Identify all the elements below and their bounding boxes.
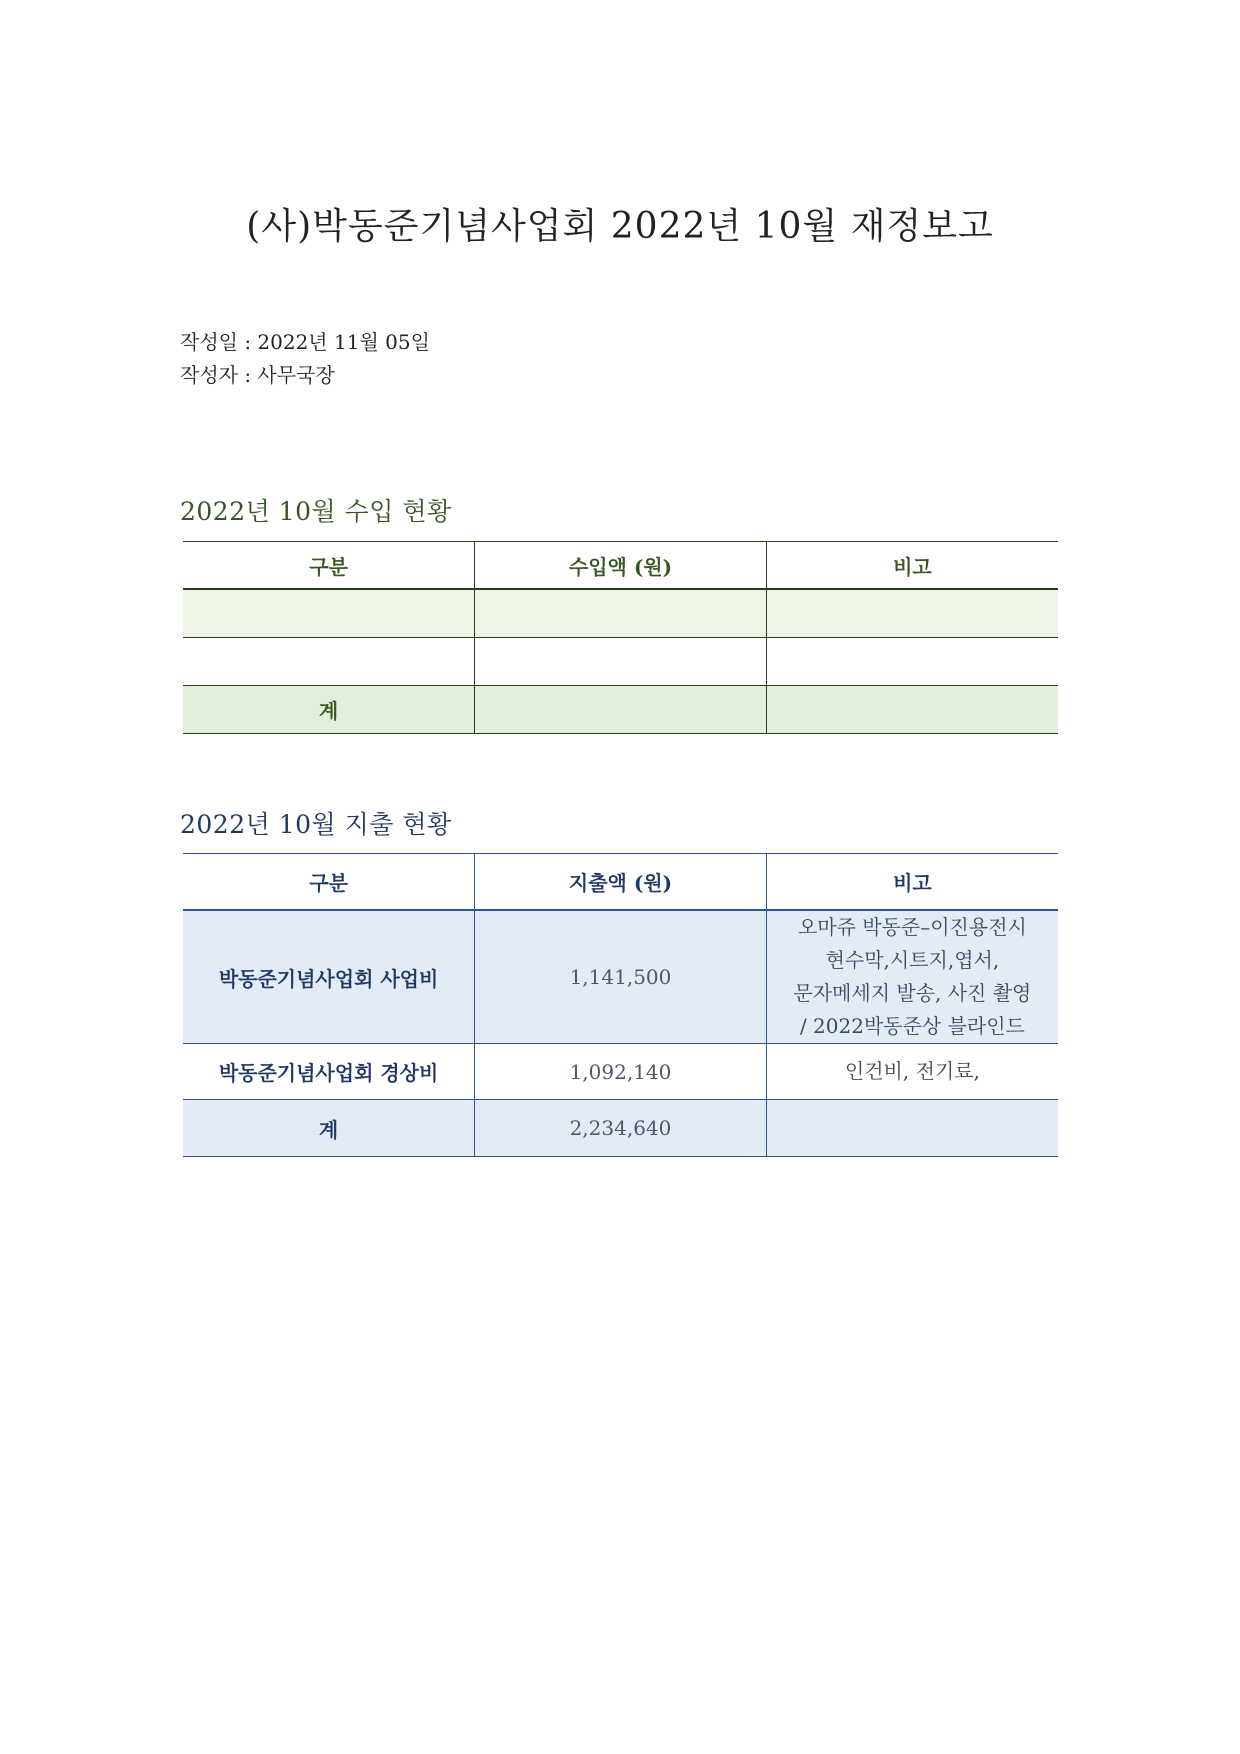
expense-heading: 2022년 10월 지출 현황 — [180, 810, 452, 839]
income-col-category: 구분 — [183, 542, 475, 590]
expense-note-line: / 2022박동준상 블라인드 — [799, 1014, 1025, 1038]
income-col-note: 비고 — [766, 542, 1058, 590]
income-note-cell — [766, 638, 1058, 686]
income-header-row — [183, 542, 1058, 590]
expense-col-amount: 지출액 (원) — [475, 854, 767, 911]
income-total-row — [183, 686, 1058, 734]
income-amount-cell — [475, 589, 767, 638]
income-heading: 2022년 10월 수입 현황 — [180, 497, 452, 526]
expense-total-amount: 2,234,640 — [475, 1100, 767, 1157]
expense-col-note: 비고 — [766, 854, 1058, 911]
income-category-cell — [183, 638, 475, 686]
expense-total-note — [766, 1100, 1058, 1157]
expense-amount-cell: 1,141,500 — [475, 910, 767, 1044]
table-row — [183, 1044, 1058, 1100]
report-title: (사)박동준기념사업회 2022년 10월 재정보고 — [246, 206, 994, 247]
income-col-amount: 수입액 (원) — [475, 542, 767, 590]
expense-note-line: 오마쥬 박동준–이진용전시 — [797, 915, 1027, 939]
income-table — [183, 541, 1058, 734]
expense-note-cell — [766, 910, 1058, 1044]
expense-header-row — [183, 854, 1058, 911]
table-row — [183, 638, 1058, 686]
expense-category-cell: 박동준기념사업회 경상비 — [183, 1044, 475, 1100]
expense-note-cell — [766, 1044, 1058, 1100]
date-line: 작성일 : 2022년 11월 05일 — [180, 330, 430, 354]
expense-note-line: 현수막,시트지,엽서, — [825, 948, 1000, 972]
income-category-cell — [183, 589, 475, 638]
expense-note-line: 인건비, 전기료, — [844, 1059, 980, 1083]
table-row — [183, 910, 1058, 1044]
expense-total-row — [183, 1100, 1058, 1157]
income-total-note — [766, 686, 1058, 734]
expense-total-label: 계 — [183, 1100, 475, 1157]
expense-col-category: 구분 — [183, 854, 475, 911]
income-total-amount — [475, 686, 767, 734]
income-total-label: 계 — [183, 686, 475, 734]
table-row — [183, 589, 1058, 638]
income-amount-cell — [475, 638, 767, 686]
expense-note-line: 문자메세지 발송, 사진 촬영 — [793, 981, 1032, 1005]
income-note-cell — [766, 589, 1058, 638]
author-line: 작성자 : 사무국장 — [180, 363, 335, 387]
expense-category-cell: 박동준기념사업회 사업비 — [183, 910, 475, 1044]
expense-amount-cell: 1,092,140 — [475, 1044, 767, 1100]
expense-table — [183, 853, 1058, 1157]
